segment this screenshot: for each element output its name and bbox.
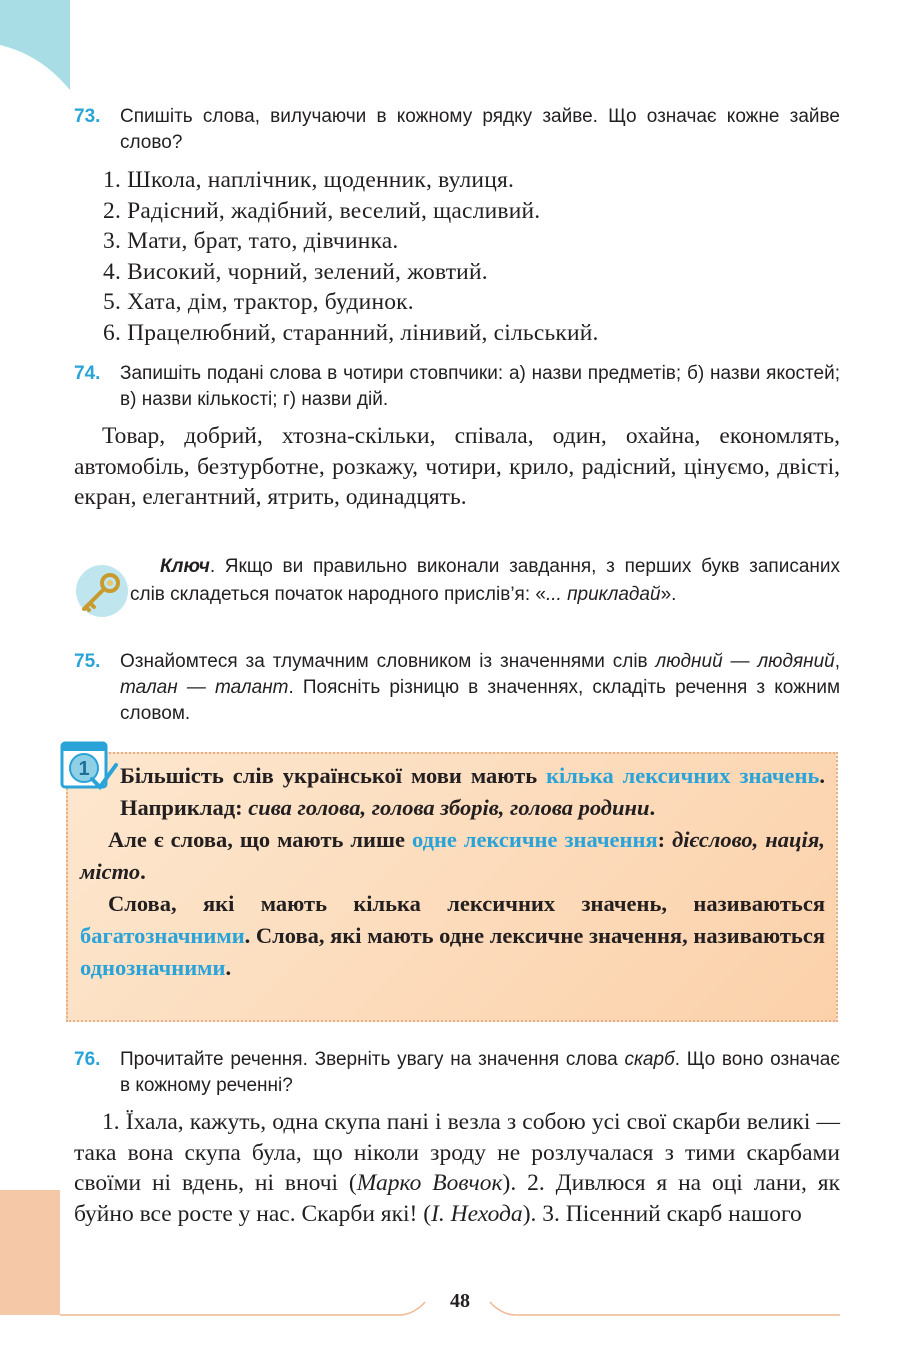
sentences-paragraph: 1. Їхала, кажуть, одна скупа пані і везла з собою усі свої скарби великі — така вона скупа була, що ніколи зроду не розлучалася з тими скарбами своїми ні вдень, ні вночі (Марко Вовчок). 2. Дивлюся я на оці лани, як буйно все росте у нас. Скарби які! (І. Нехода). 3. Пісенний скарб нашого — [74, 1109, 840, 1227]
task-number: 73. — [74, 106, 101, 127]
side-decoration — [0, 1190, 60, 1315]
svg-text:1: 1 — [78, 758, 90, 780]
words-text: Товар, добрий, хтозна-скільки, співала, один, охайна, економлять, автомобіль, безтурботне, розкажу, чотири, крило, радісний, цінуємо, двісті, екран, елегантний, ятрить, одинадцять. — [74, 423, 840, 510]
task-76 — [74, 1047, 840, 1099]
corner-decoration — [0, 0, 70, 90]
task-text: Прочитайте речення. Зверніть увагу на значення слова скарб. Що воно означає в кожному реченні? — [120, 1049, 840, 1096]
key-text: . Якщо ви правильно виконали завдання, з перших букв записаних слів складеться початок народного прислів’я: « — [130, 556, 840, 605]
word-list — [103, 165, 599, 348]
key-label: Ключ — [160, 556, 210, 577]
list-item: 3. Мати, брат, тато, дівчинка. — [103, 228, 399, 254]
list-item: 2. Радісний, жадібний, веселий, щасливий. — [103, 197, 541, 224]
task-text: Ознайомтеся за тлумачним словником із значеннями слів людний — людяний, талан — талант. Поясніть різницю в значеннях, складіть речення з кожним словом. — [120, 651, 841, 724]
list-item: 6. Працелюбний, старанний, лінивий, сільський. — [103, 319, 599, 346]
task-75 — [74, 649, 840, 727]
task-74 — [74, 361, 840, 413]
key-icon — [74, 563, 130, 619]
task-73 — [74, 104, 840, 156]
list-item: 4. Високий, чорний, зелений, жовтий. — [103, 258, 488, 285]
word-paragraph — [74, 421, 840, 513]
list-item: 5. Хата, дім, трактор, будинок. — [103, 289, 414, 315]
key-hint: Ключ. Якщо ви правильно виконали завдання, з перших букв записаних слів складеться початок народного прислів’я: «... прикладай». — [74, 553, 840, 609]
task-text: Спишіть слова, вилучаючи в кожному рядку зайве. Що означає кожне зайве слово? — [120, 106, 840, 153]
list-item: 1. Школа, наплічник, щоденник, вулиця. — [103, 167, 515, 193]
task-text: Запишіть подані слова в чотири стовпчики: а) назви предметів; б) назви якостей; в) назви кількості; г) назви дій. — [120, 363, 840, 410]
key-quote: ... прикладай — [545, 584, 661, 605]
task-number: 75. — [74, 651, 101, 672]
task-number: 76. — [74, 1049, 101, 1070]
page-number: 48 — [450, 1290, 470, 1312]
rule-text: Більшість слів української мови мають кілька лексичних значень. Наприклад: сива голова, голова зборів, голова родини. Але є слова, що мають лише одне лексичне значення: дієслово, нація, місто. Слова, які мають кілька лексичних значень, називаються багатозначними. Слова, які мають одне лексичне значення, називаються однозначними. — [80, 763, 826, 980]
task-number: 74. — [74, 363, 101, 384]
